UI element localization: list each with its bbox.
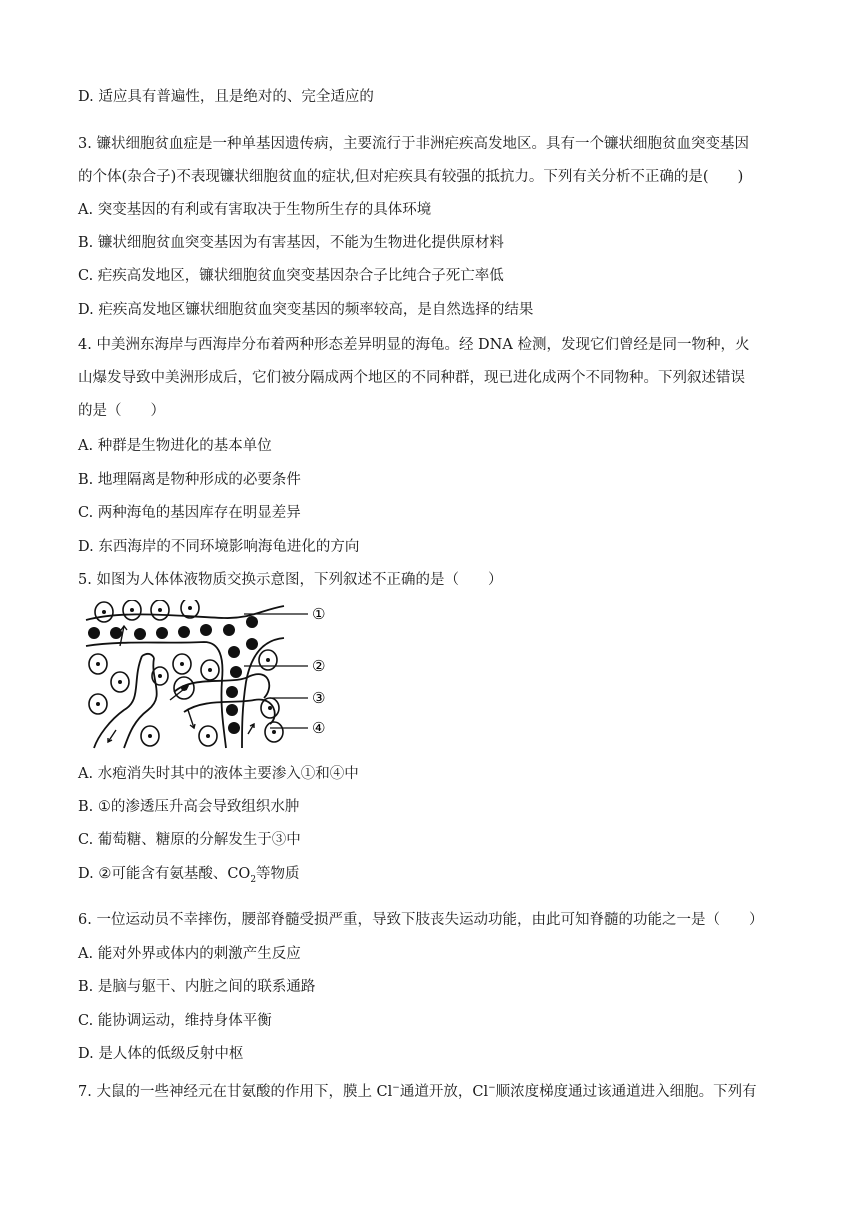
q3-stem-2: 的个体(杂合子)不表现镰状细胞贫血的症状,但对疟疾具有较强的抵抗力。下列有关分析不正确的是( ) (78, 169, 744, 185)
q4-option-a: A. 种群是生物进化的基本单位 (78, 438, 272, 454)
q5-option-d-post: 等物质 (256, 866, 300, 882)
q4-stem-3: 的是（ ） (78, 403, 165, 419)
q4-stem-1: 4. 中美洲东海岸与西海岸分布着两种形态差异明显的海龟。经 DNA 检测，发现它们曾经是同一物种，火 (78, 337, 750, 353)
q7-stem-post: 顺浓度梯度通过该通道进入细胞。下列有 (495, 1083, 757, 1100)
q6-option-c: C. 能协调运动，维持身体平衡 (78, 1013, 272, 1029)
q7-sup-1: − (392, 1083, 400, 1093)
q5-option-d (78, 864, 300, 890)
label-1: ① (312, 605, 326, 623)
q5-stem: 5. 如图为人体体液物质交换示意图，下列叙述不正确的是（ ） (78, 572, 503, 588)
q3-option-a: A. 突变基因的有利或有害取决于生物所生存的具体环境 (78, 202, 432, 218)
q3-option-d: D. 疟疾高发地区镰状细胞贫血突变基因的频率较高，是自然选择的结果 (78, 302, 534, 318)
q5-option-d-sub: 2 (250, 874, 257, 885)
q6-option-d: D. 是人体的低级反射中枢 (78, 1046, 244, 1062)
q4-option-d: D. 东西海岸的不同环境影响海龟进化的方向 (78, 539, 360, 555)
q5-option-a: A. 水疱消失时其中的液体主要渗入①和④中 (78, 766, 359, 782)
q3-stem-1: 3. 镰状细胞贫血症是一种单基因遗传病，主要流行于非洲疟疾高发地区。具有一个镰状细胞贫血突变基因 (78, 136, 749, 152)
q5-option-b: B. ①的渗透压升高会导致组织水肿 (78, 799, 300, 815)
q4-stem-2: 山爆发导致中美洲形成后，它们被分隔成两个地区的不同种群，现已进化成两个不同物种。下列叙述错误 (78, 370, 745, 386)
q4-option-c: C. 两种海龟的基因库存在明显差异 (78, 505, 301, 521)
label-3: ③ (312, 689, 326, 707)
q7-stem-pre: 7. 大鼠的一些神经元在甘氨酸的作用下，膜上 Cl (78, 1083, 393, 1100)
body-fluid-exchange-diagram (84, 600, 350, 750)
q7-stem-mid: 通道开放，Cl (399, 1083, 489, 1100)
q3-option-c: C. 疟疾高发地区，镰状细胞贫血突变基因杂合子比纯合子死亡率低 (78, 268, 504, 284)
q5-option-c: C. 葡萄糖、糖原的分解发生于③中 (78, 832, 301, 848)
q6-option-b: B. 是脑与躯干、内脏之间的联系通路 (78, 979, 316, 995)
option-d-prev: D. 适应具有普遍性，且是绝对的、完全适应的 (78, 89, 374, 105)
label-2: ② (312, 657, 326, 675)
q7-stem (78, 1078, 757, 1102)
q6-option-a: A. 能对外界或体内的刺激产生反应 (78, 946, 301, 962)
q6-stem: 6. 一位运动员不幸摔伤，腰部脊髓受损严重，导致下肢丧失运动功能，由此可知脊髓的功能之一是（ ） (78, 912, 764, 928)
q3-option-b: B. 镰状细胞贫血突变基因为有害基因，不能为生物进化提供原材料 (78, 235, 504, 251)
q5-option-d-pre: D. ②可能含有氨基酸、CO (78, 866, 251, 882)
q7-sup-2: − (488, 1083, 496, 1093)
q4-option-b: B. 地理隔离是物种形成的必要条件 (78, 472, 301, 488)
label-4: ④ (312, 719, 326, 737)
